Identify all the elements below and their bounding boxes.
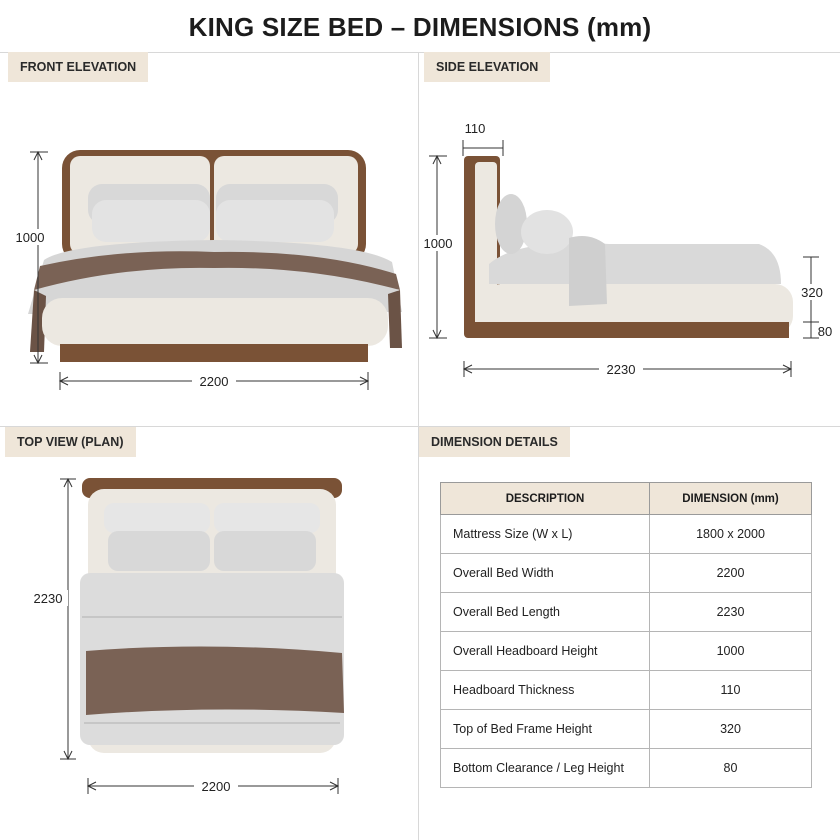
header-description: DESCRIPTION — [441, 483, 650, 515]
side-pillow-2 — [521, 210, 573, 254]
top-view-label: TOP VIEW (PLAN) — [5, 427, 136, 457]
table-row — [441, 593, 812, 632]
front-height-value: 1000 — [15, 230, 45, 245]
front-elevation-drawing — [0, 52, 418, 426]
table-row — [441, 554, 812, 593]
side-leg-value: 80 — [817, 324, 833, 339]
row-value: 1800 x 2000 — [650, 515, 812, 554]
row-value: 80 — [650, 749, 812, 788]
row-value: 2230 — [650, 593, 812, 632]
row-description: Headboard Thickness — [441, 671, 650, 710]
top-pillow-front-right — [214, 531, 316, 571]
front-bed-base — [42, 298, 388, 346]
table-header-row — [441, 483, 812, 515]
table-row — [441, 671, 812, 710]
row-value: 2200 — [650, 554, 812, 593]
table-row — [441, 632, 812, 671]
dimension-table — [440, 482, 812, 788]
front-width-value: 2200 — [199, 374, 229, 389]
row-description: Top of Bed Frame Height — [441, 710, 650, 749]
side-elevation-drawing — [419, 52, 840, 426]
page-title: KING SIZE BED – DIMENSIONS (mm) — [188, 12, 652, 42]
dimension-details-label: DIMENSION DETAILS — [419, 427, 570, 457]
side-elevation-panel — [419, 52, 840, 426]
row-value: 110 — [650, 671, 812, 710]
top-width-value: 2200 — [201, 779, 231, 794]
row-value: 1000 — [650, 632, 812, 671]
row-description: Mattress Size (W x L) — [441, 515, 650, 554]
front-pillow-front-right — [216, 200, 334, 242]
row-description: Overall Bed Width — [441, 554, 650, 593]
side-plinth — [469, 322, 789, 338]
row-description: Overall Bed Length — [441, 593, 650, 632]
side-length-value: 2230 — [606, 362, 636, 377]
front-elevation-panel — [0, 52, 418, 426]
top-pillow-back-right — [214, 503, 320, 533]
side-duvet-drop — [569, 236, 607, 306]
top-pillow-back-left — [104, 503, 210, 533]
side-pillow-1 — [495, 194, 527, 254]
side-frame-value: 320 — [801, 285, 823, 300]
front-plinth — [60, 344, 368, 362]
side-leg-dimension — [803, 322, 819, 338]
table-row — [441, 749, 812, 788]
row-value: 320 — [650, 710, 812, 749]
top-view-drawing — [0, 427, 418, 840]
row-description: Bottom Clearance / Leg Height — [441, 749, 650, 788]
top-throw — [86, 646, 344, 715]
top-length-dimension — [60, 479, 76, 759]
table-row — [441, 515, 812, 554]
side-thickness-dimension — [463, 140, 503, 156]
header-dimension: DIMENSION (mm) — [650, 483, 812, 515]
side-height-value: 1000 — [423, 236, 453, 251]
side-elevation-label: SIDE ELEVATION — [424, 52, 550, 82]
top-length-value: 2230 — [33, 591, 63, 606]
top-pillow-front-left — [108, 531, 210, 571]
side-thickness-value: 110 — [464, 121, 486, 136]
front-elevation-label: FRONT ELEVATION — [8, 52, 148, 82]
top-view-panel — [0, 427, 418, 840]
table-row — [441, 710, 812, 749]
front-pillow-front-left — [92, 200, 210, 242]
row-description: Overall Headboard Height — [441, 632, 650, 671]
